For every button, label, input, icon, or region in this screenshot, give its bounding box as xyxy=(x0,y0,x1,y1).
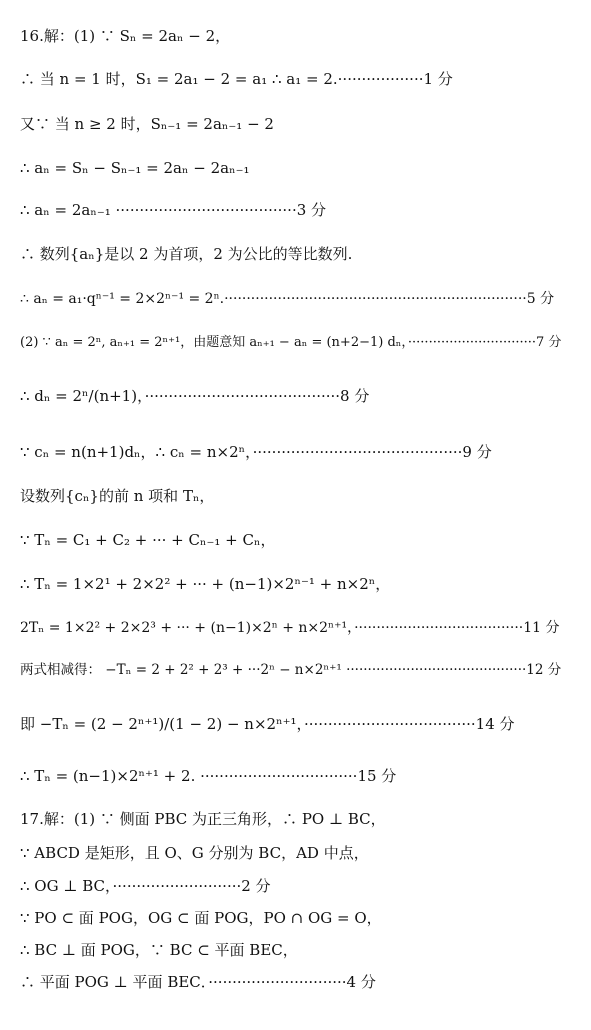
text-line-11 xyxy=(0,486,591,506)
line-text: 17.解：(1) ∵ 侧面 PBC 为正三角形，∴ PO ⊥ BC， xyxy=(20,810,386,828)
text-line-7 xyxy=(0,288,591,309)
text-line-2 xyxy=(0,69,591,89)
line-text: ∴ BC ⊥ 面 POG，∵ BC ⊂ 平面 BEC， xyxy=(20,941,298,959)
text-line-13 xyxy=(0,574,591,594)
text-line-15 xyxy=(0,659,591,680)
text-line-18 xyxy=(0,809,591,829)
line-text: ∵ cₙ = n(n+1)dₙ，∴ cₙ = n×2ⁿ，············································9 分 xyxy=(20,443,492,461)
text-line-4 xyxy=(0,158,591,178)
line-text: 即 −Tₙ = (2 − 2ⁿ⁺¹)/(1 − 2) − n×2ⁿ⁺¹，····································14 分 xyxy=(20,715,515,733)
line-text: 16.解：(1) ∵ Sₙ = 2aₙ − 2， xyxy=(20,27,231,45)
line-text: ∵ PO ⊂ 面 POG，OG ⊂ 面 POG，PO ∩ OG = O， xyxy=(20,909,382,927)
text-line-20 xyxy=(0,876,591,896)
line-text: ∴ OG ⊥ BC，···························2 分 xyxy=(20,877,271,895)
text-line-21 xyxy=(0,908,591,928)
text-line-17 xyxy=(0,766,591,786)
line-text: 两式相减得： −Tₙ = 2 + 2² + 2³ + ···2ⁿ − n×2ⁿ⁺¹ ··········································12 分 xyxy=(20,662,562,678)
text-line-19 xyxy=(0,843,591,863)
line-text: ∴ aₙ = Sₙ − Sₙ₋₁ = 2aₙ − 2aₙ₋₁ xyxy=(20,159,250,177)
text-line-5 xyxy=(0,200,591,220)
text-line-23 xyxy=(0,972,591,992)
line-text: ∴ dₙ = 2ⁿ/(n+1)，·········································8 分 xyxy=(20,387,370,405)
line-text: (2) ∵ aₙ = 2ⁿ, aₙ₊₁ = 2ⁿ⁺¹，由题意知 aₙ₊₁ − aₙ = (n+2−1) dₙ，·······························7 分 xyxy=(20,335,562,350)
line-text: ∵ Tₙ = C₁ + C₂ + ··· + Cₙ₋₁ + Cₙ， xyxy=(20,531,276,549)
text-line-6 xyxy=(0,244,591,264)
line-text: ∴ 当 n = 1 时，S₁ = 2a₁ − 2 = a₁ ∴ a₁ = 2.··················1 分 xyxy=(20,70,453,88)
line-text: ∴ Tₙ = 1×2¹ + 2×2² + ··· + (n−1)×2ⁿ⁻¹ + n×2ⁿ， xyxy=(20,575,391,593)
line-text: ∴ aₙ = a₁·qⁿ⁻¹ = 2×2ⁿ⁻¹ = 2ⁿ.····································································5 分 xyxy=(20,291,555,307)
line-text: 设数列{cₙ}的前 n 项和 Tₙ， xyxy=(20,487,215,505)
text-line-10 xyxy=(0,442,591,462)
text-line-22 xyxy=(0,940,591,960)
text-line-12 xyxy=(0,530,591,550)
line-text: ∵ ABCD 是矩形，且 O、G 分别为 BC，AD 中点， xyxy=(20,844,369,862)
text-line-8 xyxy=(0,331,591,353)
line-text: 2Tₙ = 1×2² + 2×2³ + ··· + (n−1)×2ⁿ + n×2ⁿ⁺¹，······································11 分 xyxy=(20,620,560,636)
line-text: ∴ aₙ = 2aₙ₋₁ ······································3 分 xyxy=(20,201,327,219)
text-line-3 xyxy=(0,114,591,134)
text-line-16 xyxy=(0,714,591,734)
line-text: ∴ Tₙ = (n−1)×2ⁿ⁺¹ + 2. ·································15 分 xyxy=(20,767,397,785)
line-text: ∴ 数列{aₙ}是以 2 为首项，2 为公比的等比数列. xyxy=(20,245,353,263)
line-text: ∴ 平面 POG ⊥ 平面 BEC．·····························4 分 xyxy=(20,973,376,991)
text-line-1 xyxy=(0,26,591,46)
text-line-14 xyxy=(0,617,591,638)
line-text: 又∵ 当 n ≥ 2 时，Sₙ₋₁ = 2aₙ₋₁ − 2 xyxy=(20,115,274,133)
text-line-9 xyxy=(0,386,591,406)
